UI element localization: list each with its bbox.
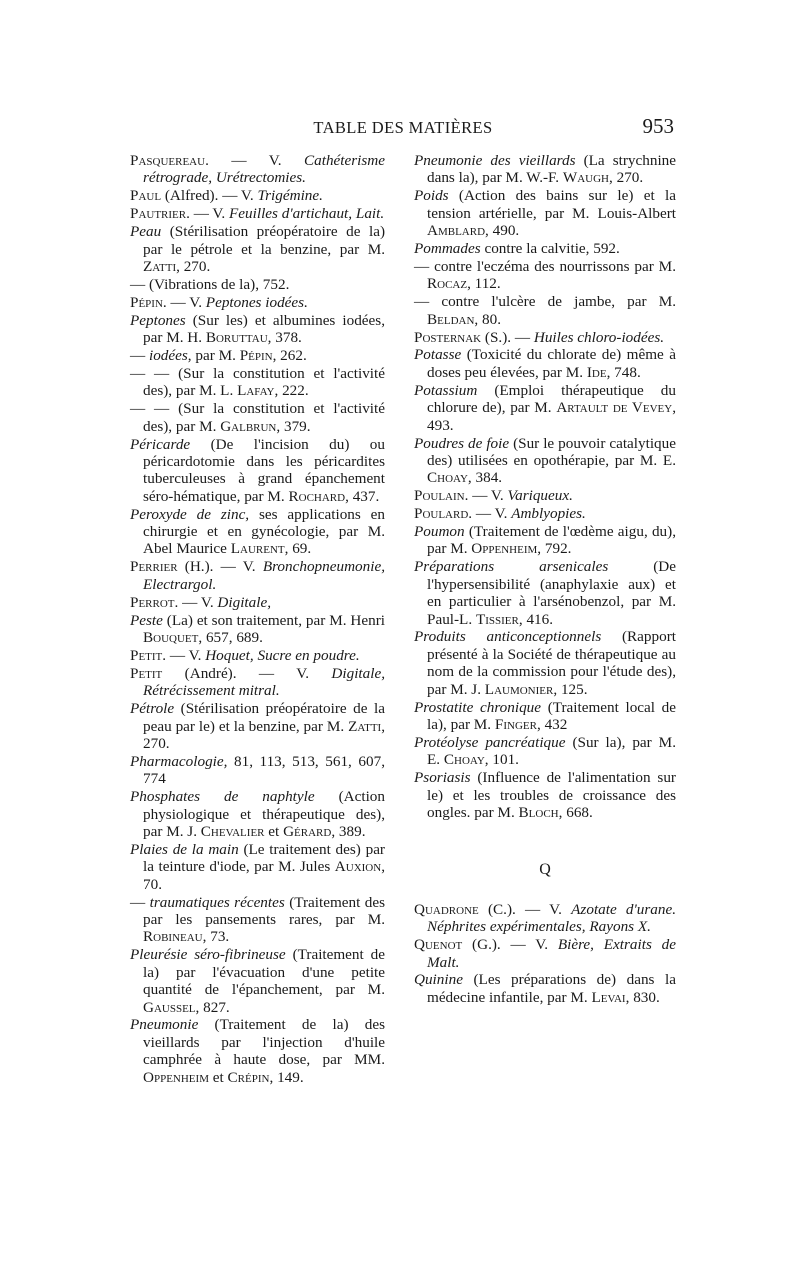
entry-text: (G.). — V. <box>462 936 558 954</box>
entry-text: , 101. <box>484 751 519 769</box>
subject-term: Huiles chloro-iodées. <box>533 328 665 346</box>
entry-text: , par M. <box>187 346 240 364</box>
entry-text: , 384. <box>467 469 503 487</box>
subject-term: Digitale, <box>217 593 271 611</box>
index-entry <box>130 841 385 893</box>
subject-term: Pleurésie séro-fibrineuse <box>130 946 286 964</box>
entry-text: (Traitement de la) par l'évacuation d'une petite quantité de l'épanchement, par M. <box>143 946 385 999</box>
index-entry <box>130 946 385 1016</box>
entry-text: (C.). — V. <box>478 900 572 918</box>
index-entry <box>130 665 385 700</box>
entry-text: , 830. <box>625 988 660 1006</box>
author-name: Petit <box>130 664 163 682</box>
entry-text: (André). — V. <box>162 664 332 682</box>
index-entry <box>414 971 676 1006</box>
entry-text: , 748. <box>606 363 641 381</box>
entry-text: (Traitement des par les pansements rares, par M. <box>143 893 385 928</box>
entry-text: (Les préparations de) dans la médecine infantile, par M. <box>427 971 676 1006</box>
entry-text: (H.). — V. <box>177 558 263 576</box>
entry-text: , 493. <box>427 399 677 434</box>
subject-term: Digitale, Rétrécissement mitral. <box>143 664 385 700</box>
author-name: Waugh <box>562 169 610 187</box>
author-name: Laurent <box>230 540 285 558</box>
entry-text: contre la calvitie, 592. <box>480 240 620 258</box>
subject-term: Pharmacologie, <box>130 752 228 770</box>
entry-text: , 378. <box>267 329 302 347</box>
index-entry <box>130 612 385 647</box>
index-entry <box>130 894 385 946</box>
entry-text: , 668. <box>558 804 593 822</box>
subject-term: Pneumonie des vieillards <box>414 152 576 169</box>
author-name: Bloch <box>518 804 559 822</box>
index-entry <box>130 276 385 293</box>
entry-text: — <box>130 893 150 911</box>
subject-term: Peroxyde de zinc, <box>130 505 250 523</box>
entry-text: (Action physiologique et thérapeutique des), par M. J. <box>143 788 385 840</box>
page-number: 953 <box>642 114 674 138</box>
index-entry <box>130 400 385 435</box>
right-column <box>414 152 676 1007</box>
subject-term: Hoquet, Sucre en poudre. <box>205 646 360 664</box>
entry-text: (Action des bains sur le) et la tension artérielle, par M. Louis-Albert <box>427 187 676 222</box>
subject-term: Potasse <box>414 346 462 364</box>
entry-text: . — V. <box>162 646 206 664</box>
author-name: Petit <box>130 646 163 664</box>
entry-text: . — V. <box>468 505 512 523</box>
index-entry <box>414 628 676 698</box>
entry-text: , 70. <box>143 858 385 893</box>
subject-term: Feuilles d'artichaut, Lait. <box>229 205 385 223</box>
entry-text: (Sur le pouvoir catalytique des) utilisées en opothérapie, par M. E. <box>427 434 676 469</box>
entry-text: , 416. <box>518 610 554 628</box>
entry-text: , 490. <box>485 222 520 240</box>
entry-text: , 69. <box>284 540 312 558</box>
index-entry <box>130 700 385 752</box>
author-name: Pautrier <box>130 205 187 223</box>
index-entry <box>414 258 676 293</box>
entry-text: , 112. <box>467 275 501 293</box>
index-entry <box>414 293 676 328</box>
index-entry <box>414 240 676 257</box>
author-name: Poulard <box>414 505 469 523</box>
subject-term: Variqueux. <box>507 487 573 505</box>
entry-text: 81, 113, 513, 561, 607, 774 <box>143 752 385 788</box>
entry-text: , 270. <box>176 257 211 275</box>
entry-text: (Rapport présenté à la Société de thérapeutique au nom de la commission pour l'étude des), par M. J. <box>427 628 676 698</box>
entry-text: , 270. <box>609 169 644 187</box>
author-name: Levai <box>591 988 626 1006</box>
entry-text: ses applications en chirurgie et en gynécologie, par M. Abel Maurice <box>143 505 385 558</box>
entry-text: (Stérilisation préopératoire de la peau par le) et la benzine, par M. <box>143 700 385 735</box>
author-name: Gaussel <box>143 998 196 1016</box>
index-entry <box>414 329 676 346</box>
author-name: Pasquereau <box>130 152 206 169</box>
author-name: Gérard <box>283 822 332 840</box>
index-entry <box>130 223 385 275</box>
index-entry <box>414 152 676 187</box>
subject-term: Psoriasis <box>414 769 471 787</box>
index-entry <box>130 1016 385 1086</box>
index-entry <box>130 365 385 400</box>
author-name: Boruttau <box>205 329 268 347</box>
author-name: Zatti <box>348 717 382 735</box>
author-name: Choay <box>443 751 485 769</box>
index-entry <box>414 769 676 821</box>
author-name: Auxion <box>334 858 382 876</box>
author-name: Finger <box>494 716 537 733</box>
entry-text: , 792. <box>537 540 572 558</box>
index-entry <box>414 187 676 239</box>
author-name: Perrier <box>130 558 178 576</box>
index-entry <box>414 382 676 434</box>
entry-text: . — V. <box>205 152 304 169</box>
subject-term: Bronchopneumonie, Electrargol. <box>143 558 385 593</box>
entry-text: — — (Sur la constitution et l'activité des), par M. <box>130 400 385 435</box>
entry-text: (Traitement de la) des vieillards par l'injection d'huile camphrée à haute dose, par MM. <box>143 1016 385 1069</box>
section-letter: Q <box>539 861 551 879</box>
author-name: Robineau <box>143 928 203 946</box>
entry-text: (Le traitement des) par la teinture d'iode, par M. Jules <box>143 840 385 876</box>
page-header <box>130 114 676 144</box>
index-entry <box>414 699 676 734</box>
author-name: Poulain <box>414 487 465 505</box>
subject-term: Produits anticonceptionnels <box>414 628 602 646</box>
entry-text: , 222. <box>274 382 309 400</box>
subject-term: traumatiques récentes <box>149 893 285 911</box>
entry-text: , 149. <box>269 1068 304 1086</box>
subject-term: Protéolyse pancréatique <box>414 733 566 751</box>
running-title: TABLE DES MATIÈRES <box>313 118 493 137</box>
entry-text: — <box>130 346 149 364</box>
index-entry <box>130 558 385 593</box>
index-entry <box>414 901 676 936</box>
index-entry <box>414 523 676 558</box>
author-name: Rocaz <box>427 275 468 293</box>
subject-term: Pétrole <box>130 700 175 718</box>
entry-text: (Alfred). — V. <box>161 187 258 205</box>
index-entry <box>130 506 385 558</box>
index-entry <box>130 788 385 840</box>
entry-text: (Influence de l'alimentation sur le) et les troubles de croissance des ongles. par M. <box>427 769 676 822</box>
entry-text: (Traitement de l'œdème aigu, du), par M. <box>427 523 676 558</box>
subject-term: Pommades <box>414 240 481 258</box>
subject-term: Poids <box>414 187 449 205</box>
author-name: Ide <box>586 363 607 381</box>
entry-text: (De l'hypersensibilité (anaphylaxie aux) et en particulier à l'arsénobenzol, par M. Paul-L. <box>427 558 676 628</box>
subject-term: Poudres de foie <box>414 434 510 452</box>
author-name: Pépin <box>130 293 163 311</box>
subject-term: iodées <box>148 346 188 364</box>
subject-term: Peptones iodées. <box>205 293 308 311</box>
entry-text: et <box>208 1068 228 1086</box>
author-name: Quenot <box>414 936 463 954</box>
author-name: Crépin <box>227 1068 270 1086</box>
entry-text: (De l'incision du) ou péricardotomie dans les péricardites tuberculeuses à grand épanchement séro-hématique, par M. <box>143 435 385 505</box>
entry-text: (Stérilisation préopératoire de la) par le pétrole et la benzine, par M. <box>143 223 385 258</box>
subject-term: Azotate d'urane. Néphrites expérimentales, Rayons X. <box>427 900 676 936</box>
subject-term: Pneumonie <box>130 1016 199 1034</box>
author-name: Choay <box>427 469 468 487</box>
entry-text: (Traitement local de la), par M. <box>427 698 677 733</box>
entry-text: , 432 <box>536 716 568 733</box>
entry-text: . — V. <box>162 293 206 311</box>
entry-text: (La strychnine dans la), par M. W.-F. <box>427 152 676 187</box>
author-name: Tissier <box>475 610 519 628</box>
left-column <box>130 152 385 1087</box>
entry-text: , 125. <box>553 680 588 698</box>
index-entry <box>414 734 676 769</box>
subject-term: Plaies de la main <box>130 840 239 858</box>
entry-text: , 80. <box>474 310 501 328</box>
index-entry <box>130 205 385 222</box>
author-name: Chevalier <box>200 822 265 840</box>
entry-text: (Toxicité du chlorate de) même à doses peu élevées, par M. <box>427 346 676 381</box>
author-name: Beldan <box>427 310 475 328</box>
author-name: Bouquet <box>143 628 199 646</box>
entry-text: . — V. <box>186 205 230 223</box>
index-entry <box>130 187 385 204</box>
index-entry <box>414 505 676 522</box>
entry-text: . — V. <box>174 593 218 611</box>
entry-text: , 73. <box>202 928 230 946</box>
subject-term: Peau <box>130 223 162 241</box>
author-name: Paul <box>130 187 162 205</box>
entry-text: , 827. <box>195 998 230 1016</box>
index-entry <box>130 294 385 311</box>
subject-term: Péricarde <box>130 435 191 453</box>
entry-text: (Sur la), par M. E. <box>427 733 676 769</box>
entry-text: (Emploi thérapeutique du chlorure de), par M. <box>427 381 676 417</box>
entry-text: (La) et son traitement, par M. Henri <box>162 611 385 629</box>
author-name: Amblard <box>427 222 486 240</box>
entry-text: — contre l'ulcère de jambe, par M. <box>414 293 676 311</box>
subject-term: Peste <box>130 611 163 629</box>
subject-term: Quinine <box>414 971 463 989</box>
index-entry <box>414 936 676 971</box>
subject-term: Potassium <box>414 381 478 399</box>
subject-term: Prostatite chronique <box>414 698 542 716</box>
subject-term: Peptones <box>130 311 186 329</box>
author-name: Galbrun <box>220 417 277 435</box>
entry-text: et <box>264 822 284 840</box>
subject-term: Trigémine. <box>257 187 323 205</box>
author-name: Laumonier <box>484 680 554 698</box>
author-name: Zatti <box>143 257 177 275</box>
index-entry <box>130 347 385 364</box>
author-name: Oppenheim <box>471 540 538 558</box>
entry-text: — contre l'eczéma des nourrissons par M. <box>414 257 676 275</box>
subject-term: Cathéterisme rétrograde, Urétrectomies. <box>143 152 385 187</box>
author-name: Lafay <box>237 382 275 400</box>
index-entry <box>130 594 385 611</box>
subject-term: Bière, Extraits de Malt. <box>427 936 676 971</box>
index-entry <box>414 346 676 381</box>
author-name: Perrot <box>130 593 175 611</box>
subject-term: Poumon <box>414 523 465 541</box>
author-name: Posternak <box>414 328 482 346</box>
index-entry <box>414 558 676 628</box>
entry-text: , 389. <box>331 822 366 840</box>
author-name: Artault de Vevey <box>556 399 673 417</box>
index-entry <box>130 753 385 788</box>
index-entry <box>414 487 676 504</box>
subject-term: Amblyopies. <box>511 505 586 523</box>
author-name: Oppenheim <box>143 1068 209 1086</box>
index-entry <box>414 435 676 487</box>
subject-term: Phosphates de naphtyle <box>130 788 315 806</box>
entry-text: — (Vibrations de la), 752. <box>130 275 290 293</box>
index-entry <box>130 312 385 347</box>
author-name: Pépin <box>239 346 273 364</box>
index-entry <box>130 647 385 664</box>
index-entry <box>130 152 385 187</box>
entry-text: , 262. <box>272 346 307 364</box>
author-name: Rochard <box>288 487 346 505</box>
index-entry <box>130 436 385 506</box>
author-name: Quadrone <box>414 900 479 918</box>
subject-term: Préparations arsenicales <box>414 558 609 576</box>
entry-text: (Sur les) et albumines iodées, par M. H. <box>143 311 385 347</box>
entry-text: , 379. <box>276 417 311 435</box>
entry-text: , 437. <box>345 487 380 505</box>
entry-text: , 270. <box>143 717 385 752</box>
entry-text: , 657, 689. <box>198 628 263 646</box>
entry-text: (S.). — <box>481 328 534 346</box>
entry-text: — — (Sur la constitution et l'activité des), par M. L. <box>130 364 385 400</box>
entry-text: . — V. <box>464 487 508 505</box>
